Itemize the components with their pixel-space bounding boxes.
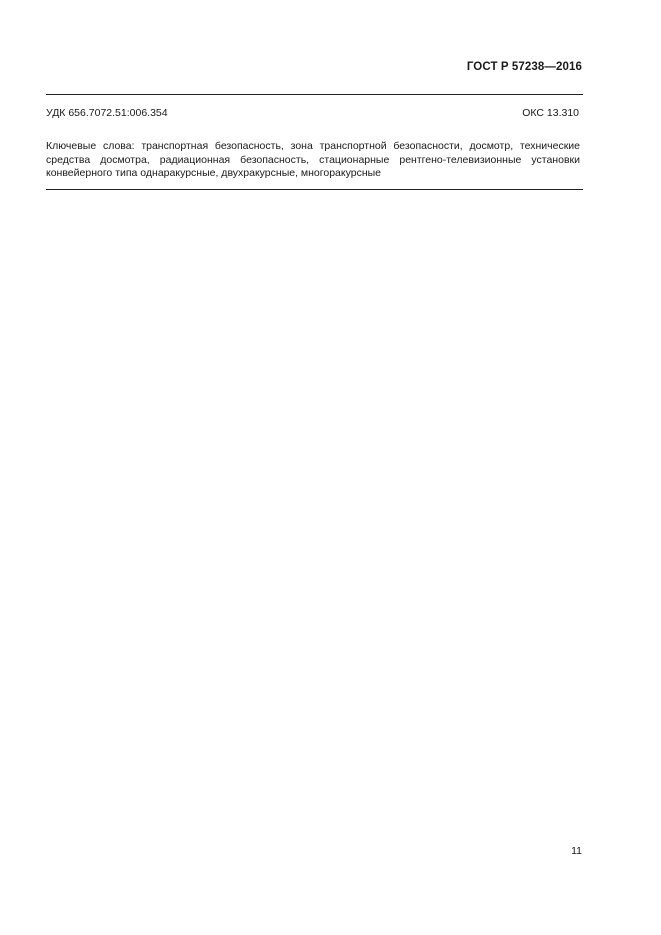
udc-code: УДК 656.7072.51:006.354: [46, 107, 168, 119]
oks-code: ОКС 13.310: [522, 107, 579, 119]
keywords-paragraph: [46, 140, 580, 181]
keywords-line: средства досмотра, радиационная безопасность, стационарные рентгено-телевизионные установки: [46, 153, 580, 166]
document-code: ГОСТ Р 57238—2016: [466, 61, 582, 73]
keywords-line: Ключевые слова: транспортная безопасность, зона транспортной безопасности, досмотр, технические: [46, 140, 580, 152]
top-divider: [46, 94, 583, 95]
keywords-line: конвейерного типа однаракурсные, двухракурсные, многоракурсные: [46, 167, 382, 179]
page-number: 11: [571, 845, 582, 857]
bottom-divider: [46, 189, 583, 190]
